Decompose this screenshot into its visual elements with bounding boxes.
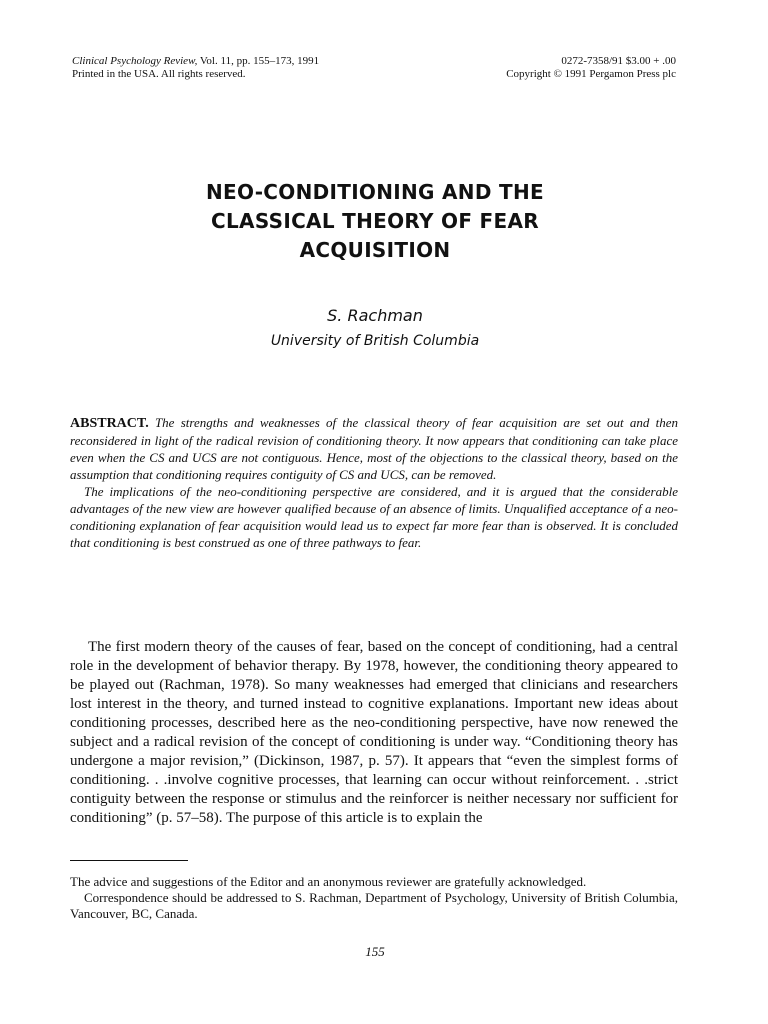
page-number: 155 [365,944,385,959]
abstract-paragraph: The implications of the neo-conditioning perspective are considered, and it is argued that the considerable advantages of the new view are however qualified because of an absence of limits. Unqualified acceptance of a neo-conditioning explanation of fear acquisition would lead us to expect far more fear than is observed. It is concluded that conditioning is best construed as one of three pathways to fear. [70,484,678,550]
body-paragraph: The first modern theory of the causes of fear, based on the concept of conditioning, had a central role in the development of behavior therapy. By 1978, however, the conditioning theory appeared to be played out (Rachman, 1978). So many weaknesses had emerged that clinicians and researchers lost interest in the theory, and turned instead to cognitive explanations. Important new ideas about conditioning processes, described here as the neo-conditioning perspective, have now renewed the subject and a radical revision of the concept of conditioning is under way. “Conditioning theory has undergone a major revision,” (Dickinson, 1987, p. 57). It appears that “even the simplest forms of conditioning. . .involve cognitive processes, that learning can occur without reinforcement. . .strict contiguity between the response or stimulus and the reinforcer is neither necessary nor sufficient for conditioning” (p. 57–58). The purpose of this article is to explain the [70,639,678,826]
title-line: CLASSICAL THEORY OF FEAR [211,209,539,233]
correspondence-footnote: Correspondence should be addressed to S. Rachman, Department of Psychology, University of British Columbia, Vancouver, BC, Canada. [70,890,678,921]
abstract-text: The strengths and weaknesses of the classical theory of fear acquisition are set out and then reconsidered in light of the radical revision of conditioning theory. It now appears that conditioning can take place even when the CS and UCS are not contiguous. Hence, most of the objections to the classical theory, based on the assumption that conditioning requires contiguity of CS and UCS, can be removed. [70,415,678,482]
title-line: ACQUISITION [299,238,451,262]
volume-pages-year: Vol. 11, pp. 155–173, 1991 [197,55,320,67]
issn-price: 0272-7358/91 $3.00 + .00 [561,55,676,67]
acknowledgement-footnote: The advice and suggestions of the Editor and an anonymous reviewer are gratefully acknowledged. [70,874,587,889]
rights-notice: Printed in the USA. All rights reserved. [72,68,246,80]
copyright-line: Copyright © 1991 Pergamon Press plc [506,68,676,80]
author-affiliation: University of British Columbia [270,333,480,349]
running-header-left [72,55,319,81]
body-text [70,638,678,828]
running-header-right [506,55,676,81]
journal-name: Clinical Psychology Review, [72,55,198,67]
article-title [120,178,630,265]
abstract [70,414,678,551]
footnotes [70,874,678,922]
author-name: S. Rachman [327,306,423,325]
title-line: NEO-CONDITIONING AND THE [206,180,544,204]
journal-citation [72,55,319,68]
abstract-paragraph [70,414,678,483]
abstract-label: ABSTRACT. [70,416,149,431]
footnote-divider [70,860,188,861]
